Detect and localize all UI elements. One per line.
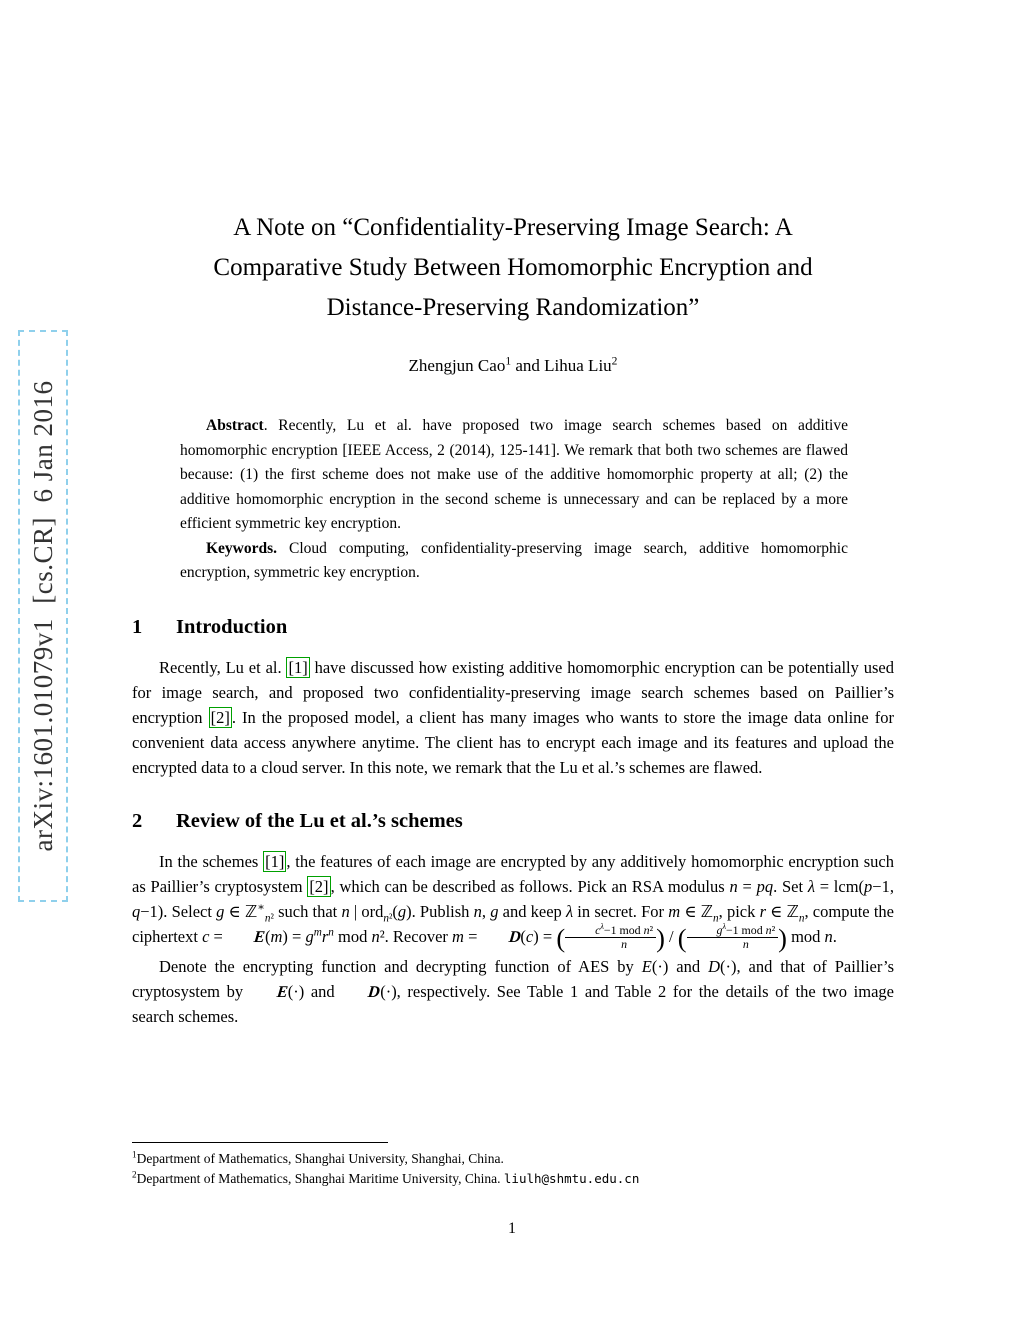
- section-heading-introduction: [132, 616, 894, 639]
- page-number: 1: [508, 1220, 516, 1237]
- footnote-2: $^2$Department of Mathematics, Shanghai Maritime University, China. liulh@shmtu.edu.cn: [132, 1169, 640, 1186]
- intro-paragraph: Recently, Lu et al. [1] have discussed how existing additive homomorphic encryption can be potentially used for image search, and proposed two confidentiality-preserving image search schemes based on Paillier’s encryption [2] . In the proposed model, a client has many images who wants to store the image data online for convenient data access anywhere anytime. The client has to encrypt each image and its features and upload the encrypted data to a cloud server. In this note, we remark that the Lu et al.’s schemes are flawed.: [132, 657, 895, 777]
- authors-line: Zhengjun Cao$^1$ and Lihua Liu$^2$: [408, 354, 618, 375]
- notation-paragraph: Denote the encrypting function and decrypting function of AES by E(·) and D(·), and that of Paillier’s cryptosystem by E(·) and D(·), respectively. See Table 1 and Table 2 for the details of the two image search schemes.: [132, 956, 894, 1026]
- keywords-paragraph: Keywords. Cloud computing, confidentiality-preserving image search, additive homomorphic encryption, symmetric key encryption.: [180, 539, 848, 581]
- citation-1[interactable]: [1]: [265, 851, 285, 871]
- paper-title-line-3: Distance-Preserving Randomization”: [326, 294, 700, 321]
- abstract-block: [180, 414, 848, 586]
- paper-title-line-2: Comparative Study Between Homomorphic Encryption and: [213, 254, 813, 281]
- citation-1[interactable]: [1]: [288, 657, 308, 677]
- abstract-paragraph: Abstract. Recently, Lu et al. have proposed two image search schemes based on additive homomorphic encryption [IEEE Access, 2 (2014), 125-141]. We remark that both two schemes are flawed because: (1) the first scheme does not make use of the additive homomorphic property at all; (2) the additive homomorphic encryption in the second scheme is unnecessary and can be replaced by a more efficient symmetric key encryption.: [180, 417, 848, 532]
- citation-2[interactable]: [2]: [309, 876, 329, 896]
- paper-title-line-1: A Note on “Confidentiality-Preserving Image Search: A: [233, 214, 793, 241]
- schemes-paragraph: In the schemes [1] , the features of each image are encrypted by any additively homomorphic encryption such as Paillier’s cryptosystem [2] , which can be described as follows. Pick an RSA modulus n = pq. Set λ = lcm(p−1, q−1). Select g ∈ ℤ∗$_{n^2}$ such that n | ord$_{n^2}$(g). Publish n, g and keep λ in secret. For m ∈ ℤ$_n$, pick r ∈ ℤ$_n$, compute the ciphertext $c = E(m) = g^mr^n$ mod n². Recover m = D(c) = ( $\frac{c^\lambda-1 mod n^2}{n}$ ) / ( $\frac{g^\lambda-1 mod n^2}{n}$ ) mod n.: [132, 851, 894, 953]
- footnotes-block: [132, 1142, 894, 1189]
- section-title: Introduction: [176, 615, 288, 638]
- paper-title: [132, 208, 894, 328]
- footnote-1: $^1$Department of Mathematics, Shanghai University, Shanghai, China.: [132, 1149, 504, 1166]
- section-number: 1: [132, 615, 143, 638]
- arxiv-stamp-container: [18, 330, 68, 902]
- paper-content: [132, 0, 894, 1029]
- section-number: 2: [132, 809, 143, 832]
- footnote-rule: [132, 1142, 388, 1143]
- section-heading-review: [132, 810, 894, 833]
- email-link[interactable]: liulh@shmtu.edu.cn: [503, 1171, 640, 1186]
- citation-2[interactable]: [2]: [210, 707, 230, 727]
- section-title: Review of the Lu et al.’s schemes: [176, 809, 463, 832]
- arxiv-stamp: arXiv:1601.01079v1 [cs.CR] 6 Jan 2016: [18, 330, 68, 902]
